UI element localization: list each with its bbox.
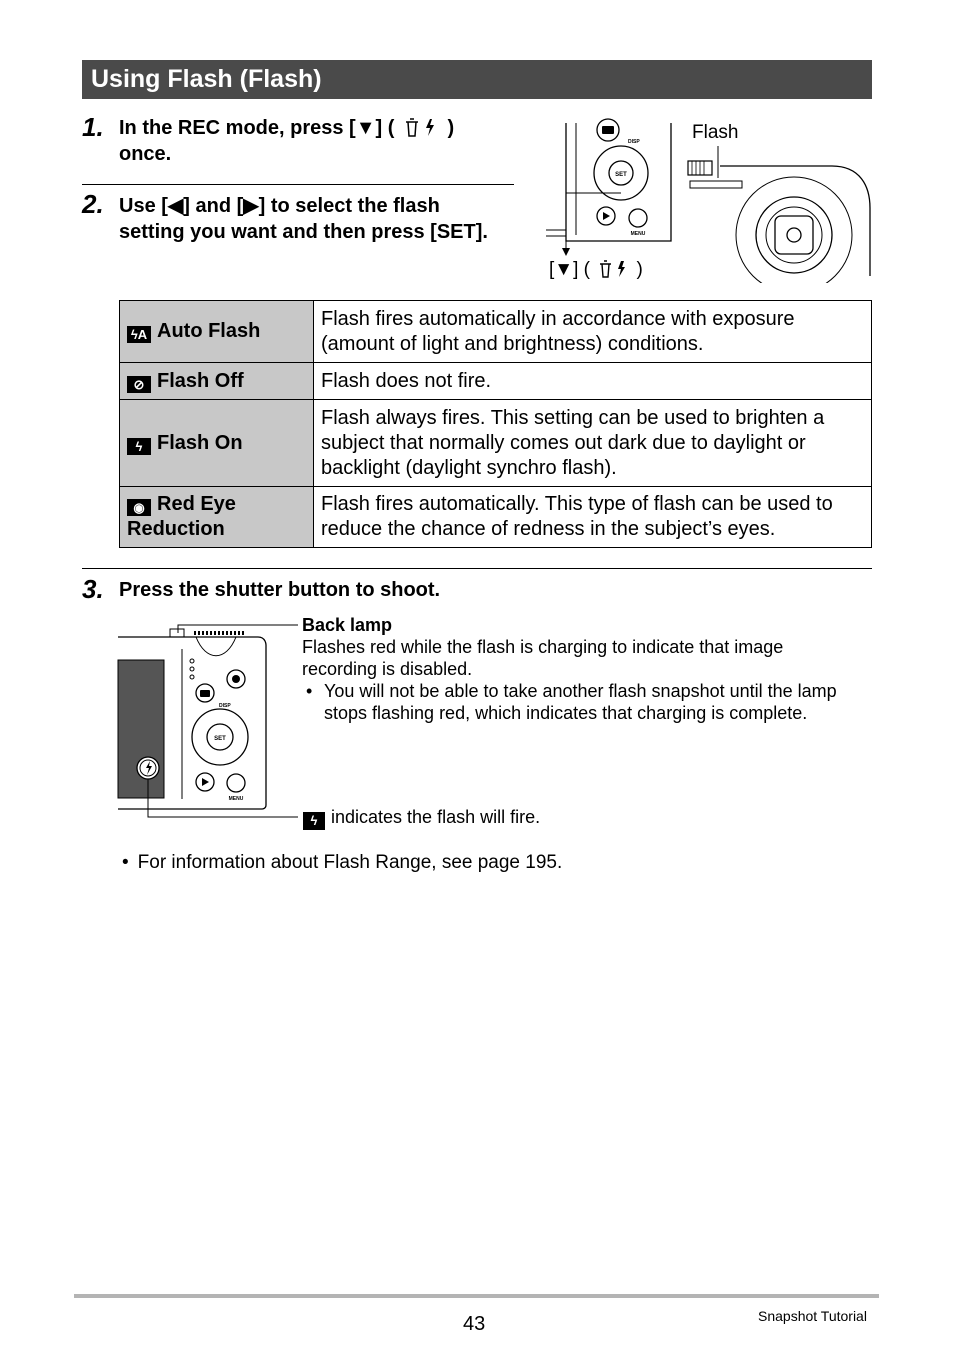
mode-desc: Flash fires automatically. This type of flash can be used to reduce the chance of redness in the subject’s eyes.	[314, 487, 872, 548]
table-row	[120, 487, 872, 548]
table-row	[120, 363, 872, 400]
back-lamp-title: Back lamp	[302, 615, 393, 635]
back-lamp-bullet-text: You will not be able to take another flash snapshot until the lamp stops flashing red, which indicates that charging is complete.	[324, 681, 837, 723]
step-3-number: 3.	[82, 574, 104, 604]
step-divider	[82, 568, 872, 569]
menu-label: MENU	[630, 231, 646, 237]
mode-cell	[120, 400, 314, 487]
down-button-label-b: )	[636, 259, 643, 280]
step-1-text-a: In the REC mode, press [▼] (	[119, 117, 395, 139]
set-label: SET	[615, 172, 627, 178]
footer-rule	[74, 1294, 879, 1298]
mode-cell	[120, 363, 314, 400]
step-1-number: 1.	[82, 112, 104, 142]
trash-flash-icon	[400, 116, 442, 138]
page-number: 43	[463, 1313, 486, 1335]
flash-off-icon: ⊘	[127, 376, 151, 393]
step-1-text	[119, 115, 509, 167]
mode-name: Auto Flash	[157, 320, 261, 342]
step-divider	[82, 184, 514, 185]
step-1-text-b: ) once.	[119, 117, 455, 165]
flash-on-icon: ϟ	[127, 438, 151, 455]
menu-label: MENU	[228, 796, 244, 802]
mode-cell	[120, 301, 314, 363]
mode-desc: Flash does not fire.	[314, 363, 872, 400]
mode-name: Flash On	[157, 431, 243, 454]
flash-range-note	[122, 852, 562, 874]
bullet-dot: •	[122, 852, 129, 873]
section-footer: Snapshot Tutorial	[758, 1308, 867, 1324]
step-2-number: 2.	[82, 189, 104, 219]
auto-flash-icon: ϟA	[127, 326, 151, 343]
back-lamp-bullet	[302, 680, 862, 724]
table-row	[120, 301, 872, 363]
step-2-text: Use [◀] and [▶] to select the flash setting you want and then press [SET].	[119, 195, 488, 243]
mode-desc: Flash always fires. This setting can be used to brighten a subject that normally comes out dark due to daylight or backlight (daylight synchro flash).	[314, 400, 872, 487]
flash-indicator-text: indicates the flash will fire.	[331, 807, 541, 827]
back-lamp-callout	[302, 614, 862, 724]
flash-on-icon: ϟ	[303, 812, 325, 830]
bullet-dot: •	[306, 681, 313, 701]
mode-name: Flash Off	[157, 369, 244, 392]
mode-name: Red Eye Reduction	[127, 493, 236, 540]
back-lamp-text: Flashes red while the flash is charging to indicate that image recording is disabled.	[302, 637, 784, 679]
disp-label: DISP	[219, 703, 231, 709]
set-label: SET	[214, 736, 226, 742]
down-button-callout	[549, 259, 643, 281]
camera-back-illustration	[116, 615, 306, 825]
flash-mode-table	[119, 300, 872, 548]
down-button-label-a: [▼] (	[549, 259, 590, 280]
section-title: Using Flash (Flash)	[82, 60, 872, 99]
mode-desc: Flash fires automatically in accordance with exposure (amount of light and brightness) conditions.	[314, 301, 872, 363]
table-row	[120, 400, 872, 487]
step-3-text: Press the shutter button to shoot.	[119, 579, 441, 601]
flash-indicator-note	[303, 806, 540, 830]
trash-flash-icon	[595, 259, 631, 279]
disp-label: DISP	[628, 139, 640, 145]
red-eye-icon: ◉	[127, 499, 151, 516]
flash-range-text: For information about Flash Range, see page 195.	[137, 852, 563, 873]
mode-cell	[120, 487, 314, 548]
flash-callout: Flash	[692, 122, 739, 143]
